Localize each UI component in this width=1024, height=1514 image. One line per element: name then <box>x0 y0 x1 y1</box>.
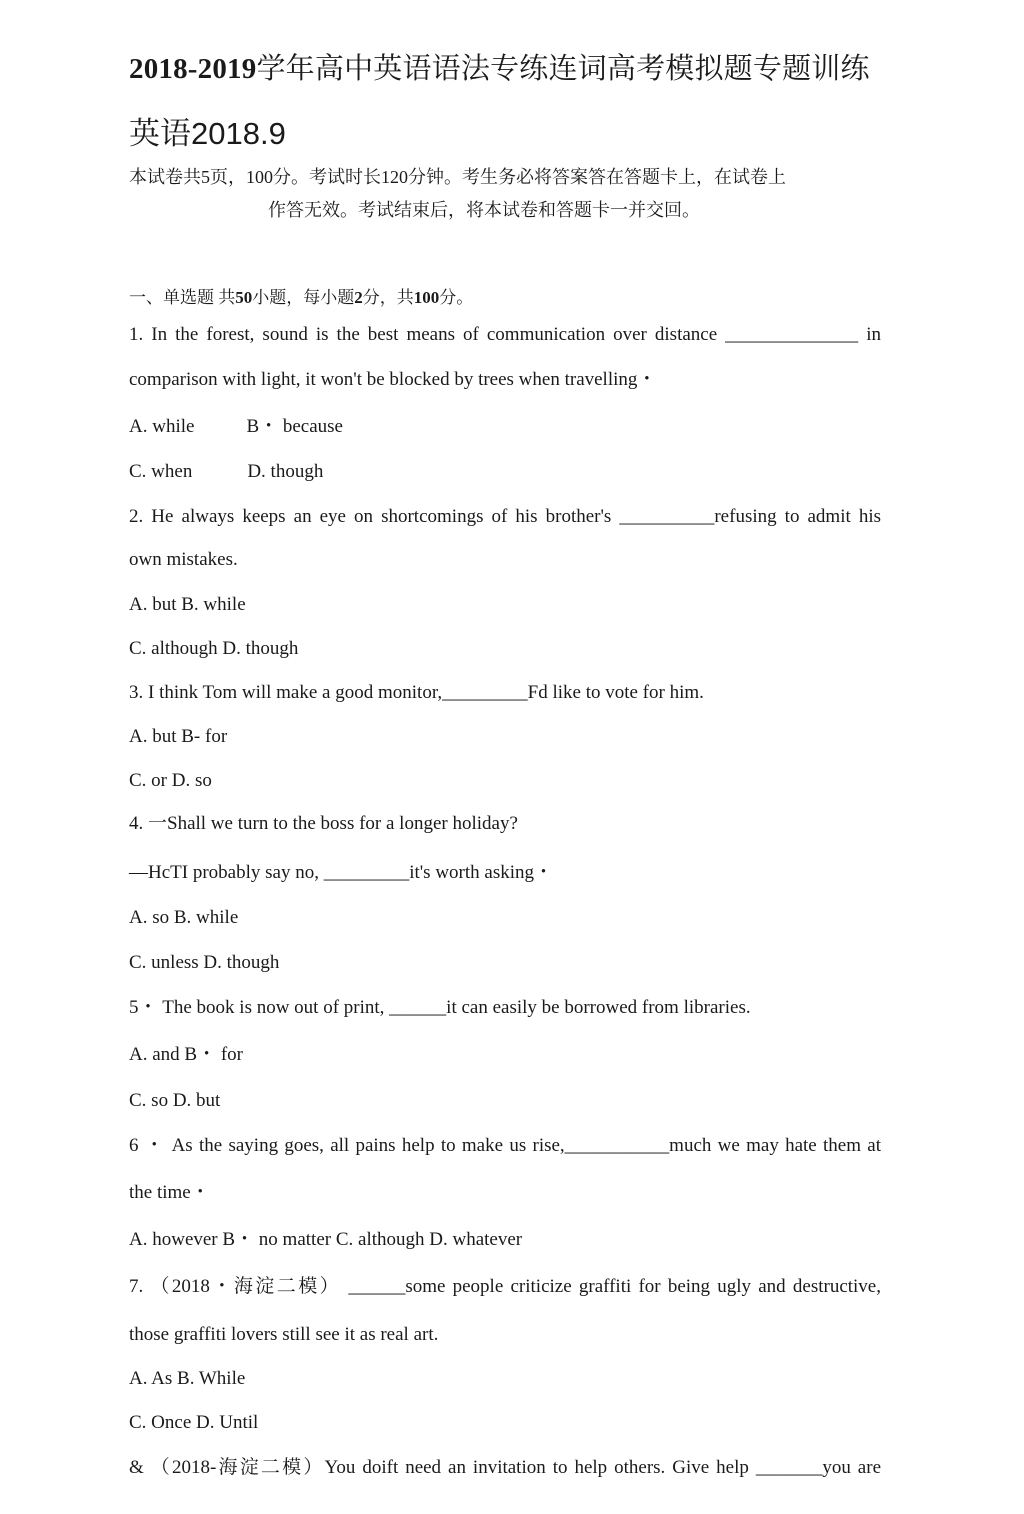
question-3-options-line-2: C. or D. so <box>129 770 212 791</box>
question-8-stem-line-1: & （2018-海淀二模）You doift need an invitation to help others. Give help _______you are <box>129 1457 881 1478</box>
question-4-stem-line-1: 4. 一Shall we turn to the boss for a longer holiday? <box>129 813 518 834</box>
document-subtitle: 英语2018.9 <box>129 116 286 151</box>
document-title <box>129 46 870 87</box>
question-6-stem-line-1: 6 ・ As the saying goes, all pains help to make us rise,___________much we may hate them at <box>129 1135 881 1156</box>
question-4-options-line-1: A. so B. while <box>129 907 239 928</box>
question-4-stem-line-2: —HcTI probably say no, _________it's worth asking・ <box>129 862 554 883</box>
question-1-option-a: A. while <box>129 416 195 437</box>
question-1-option-b: B・ because <box>246 416 343 437</box>
question-2-options-line-1: A. but B. while <box>129 594 246 615</box>
question-1-options-ab <box>129 415 343 439</box>
question-7-stem-line-1: 7. （2018・海淀二模） ______some people criticize graffiti for being ugly and destructive, <box>129 1276 881 1297</box>
question-1-stem-line-1: 1. In the forest, sound is the best means of communication over distance ______________ in <box>129 324 881 345</box>
intro-line-2: 作答无效。考试结束后，将本试卷和答题卡一并交回。 <box>268 200 700 220</box>
question-5-stem: 5・ The book is now out of print, ______it can easily be borrowed from libraries. <box>129 997 751 1018</box>
question-6-stem-line-2: the time・ <box>129 1182 210 1203</box>
title-text: 学年高中英语语法专练连词高考模拟题专题训练 <box>256 53 870 85</box>
question-5-options-line-1: A. and B・ for <box>129 1044 243 1065</box>
question-2-options-line-2: C. although D. though <box>129 638 299 659</box>
question-7-stem-line-2: those graffiti lovers still see it as real art. <box>129 1324 439 1345</box>
question-4-options-line-2: C. unless D. though <box>129 952 280 973</box>
question-6-options: A. however B・ no matter C. although D. whatever <box>129 1229 523 1250</box>
question-3-stem: 3. I think Tom will make a good monitor,_________Fd like to vote for him. <box>129 682 704 703</box>
section-heading: 一、单选题 共50小题，每小题2分，共100分。 <box>129 288 474 307</box>
intro-line-1: 本试卷共5页，100分。考试时长120分钟。考生务必将答案答在答题卡上，在试卷上 <box>129 167 786 187</box>
question-5-options-line-2: C. so D. but <box>129 1090 221 1111</box>
question-7-options-line-1: A. As B. While <box>129 1368 246 1389</box>
question-2-stem-line-1: 2. He always keeps an eye on shortcomings of his brother's __________refusing to admit his <box>129 506 881 527</box>
question-1-options-cd <box>129 460 323 484</box>
question-1-option-d: D. though <box>247 461 324 482</box>
question-1-stem-line-2: comparison with light, it won't be blocked by trees when travelling・ <box>129 369 657 390</box>
title-year: 2018-2019 <box>129 53 257 85</box>
question-3-options-line-1: A. but B- for <box>129 726 228 747</box>
question-1-option-c: C. when <box>129 461 193 482</box>
question-2-stem-line-2: own mistakes. <box>129 549 238 570</box>
question-7-options-line-2: C. Once D. Until <box>129 1412 259 1433</box>
